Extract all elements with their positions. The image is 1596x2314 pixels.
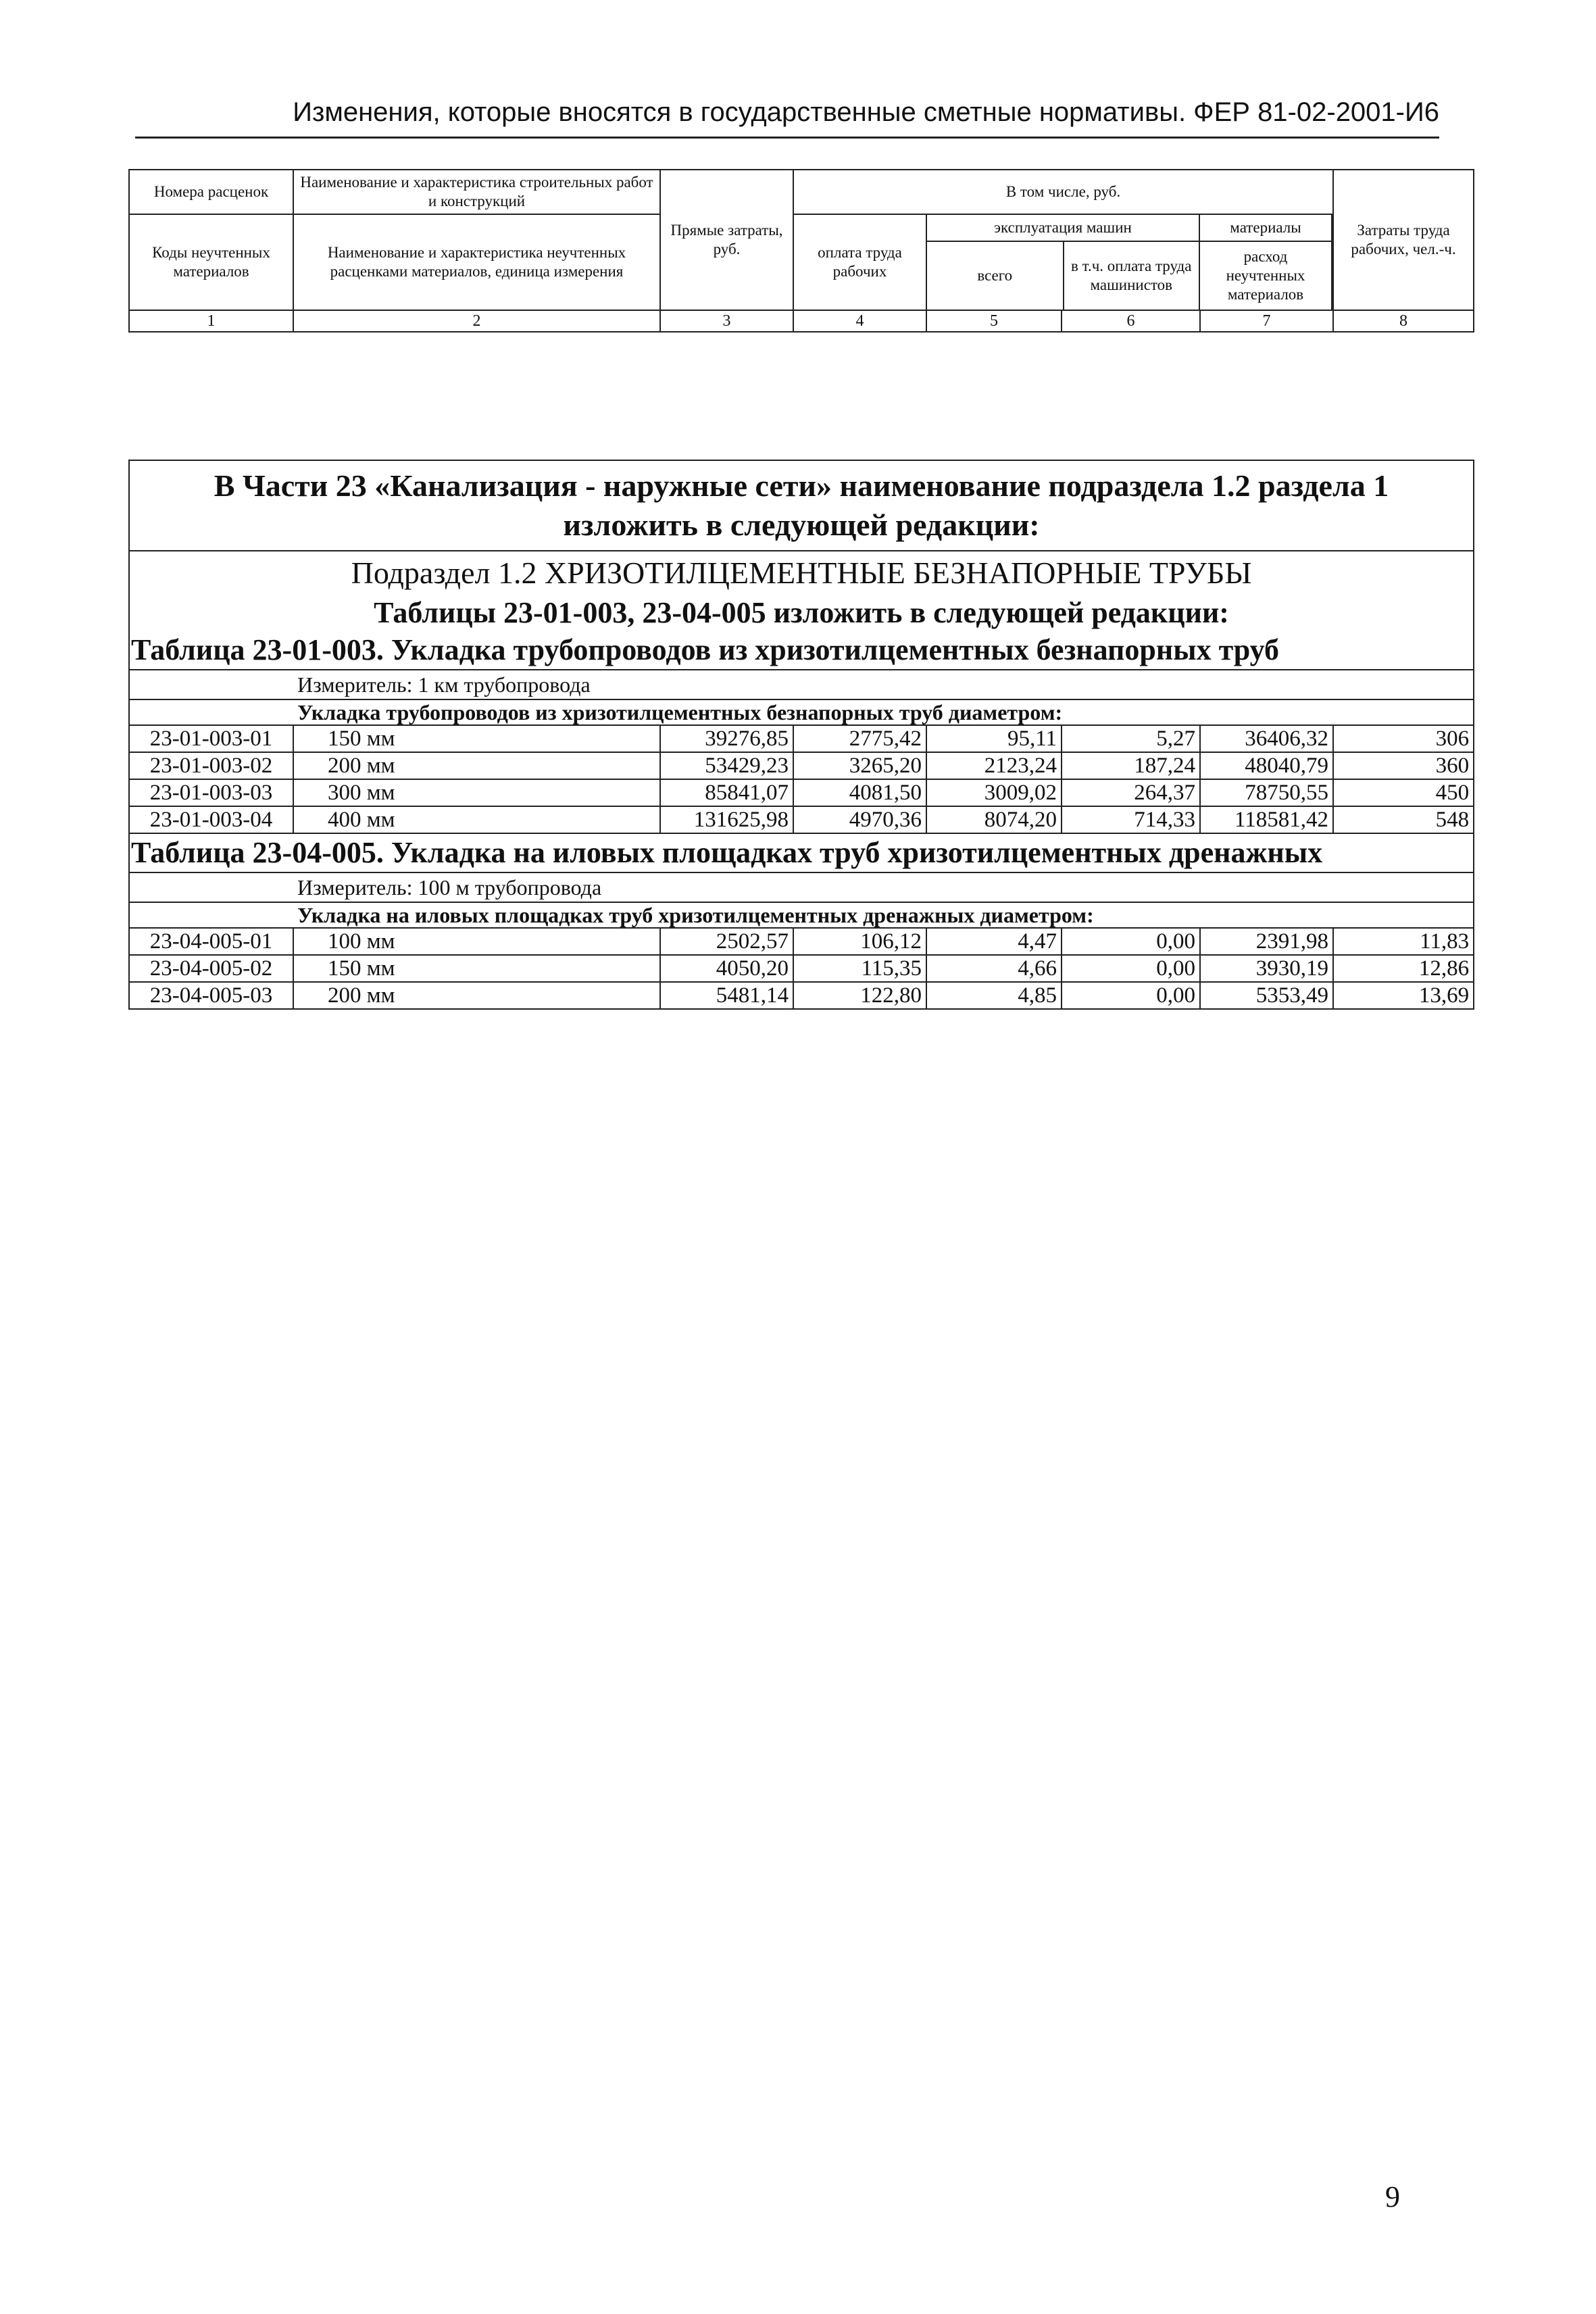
table-23-04-005: [129, 833, 1474, 1009]
labor-costs: 360: [1333, 752, 1474, 779]
direct-costs: 2502,57: [660, 928, 793, 955]
labor-costs: 306: [1333, 725, 1474, 752]
machine-operation-group: [926, 214, 1200, 310]
direct-costs: 4050,20: [660, 955, 793, 982]
rate-name: 200 мм: [293, 982, 660, 1009]
direct-costs-header: Прямые затраты, руб.: [660, 170, 793, 310]
labor-costs: 450: [1333, 779, 1474, 806]
blank-cell: [129, 872, 293, 902]
materials-cost: 48040,79: [1200, 752, 1333, 779]
materials-cost: 2391,98: [1200, 928, 1333, 955]
blank-cell: [129, 670, 293, 699]
column-number: 1: [129, 310, 293, 332]
labor-costs: 12,86: [1333, 955, 1474, 982]
subsection-title: Подраздел 1.2 ХРИЗОТИЛЦЕМЕНТНЫЕ БЕЗНАПОРНЫЕ ТРУБЫ: [129, 551, 1474, 595]
column-number: 8: [1333, 310, 1474, 332]
table-row: [129, 725, 1474, 752]
rate-name: 150 мм: [293, 725, 660, 752]
rates-table: [128, 460, 1474, 1010]
column-numbers-row: [129, 310, 1474, 332]
machines-total: 2123,24: [926, 752, 1062, 779]
column-number: 4: [793, 310, 926, 332]
materials-group: [1200, 214, 1333, 310]
table-title: Таблица 23-01-003. Укладка трубопроводов из хризотилцементных безнапорных труб: [129, 631, 1474, 670]
table-row: [129, 928, 1474, 955]
table-row: [129, 806, 1474, 833]
machines-total: 3009,02: [926, 779, 1062, 806]
total-header: всего: [927, 241, 1064, 310]
machine-operation-header: эксплуатация машин: [927, 215, 1199, 241]
page-number: 9: [1385, 2180, 1400, 2213]
direct-costs: 131625,98: [660, 806, 793, 833]
machines-total: 95,11: [926, 725, 1062, 752]
table-row: [129, 982, 1474, 1009]
material-name-header: Наименование и характеристика неучтенных расценками материалов, единица измерения: [293, 214, 660, 310]
operators-pay: 264,37: [1062, 779, 1200, 806]
labor-costs-header: Затраты труда рабочих, чел.-ч.: [1333, 170, 1474, 310]
rate-code: 23-01-003-04: [129, 806, 293, 833]
column-number: 5: [926, 310, 1062, 332]
labor-costs: 548: [1333, 806, 1474, 833]
materials-header: материалы: [1200, 215, 1332, 241]
group-heading: Укладка трубопроводов из хризотилцементных безнапорных труб диаметром:: [293, 699, 1474, 725]
rate-name: 150 мм: [293, 955, 660, 982]
column-header-table: [128, 169, 1474, 333]
materials-cost: 5353,49: [1200, 982, 1333, 1009]
column-number: 6: [1062, 310, 1200, 332]
labor-costs: 11,83: [1333, 928, 1474, 955]
table-row: [129, 779, 1474, 806]
column-number: 3: [660, 310, 793, 332]
column-number: 2: [293, 310, 660, 332]
workers-pay: 4970,36: [793, 806, 926, 833]
operators-pay-header: в т.ч. оплата труда машинистов: [1064, 241, 1200, 310]
column-number: 7: [1200, 310, 1333, 332]
materials-cost: 78750,55: [1200, 779, 1333, 806]
workers-pay: 122,80: [793, 982, 926, 1009]
change-notice: В Части 23 «Канализация - наружные сети» наименование подраздела 1.2 раздела 1 изложить в следующей редакции:: [129, 460, 1474, 551]
materials-cost: 3930,19: [1200, 955, 1333, 982]
rate-code: 23-04-005-03: [129, 982, 293, 1009]
operators-pay: 0,00: [1062, 955, 1200, 982]
table-meter: Измеритель: 1 км трубопровода: [293, 670, 1474, 699]
group-heading: Укладка на иловых площадках труб хризотилцементных дренажных диаметром:: [293, 902, 1474, 928]
workers-pay: 4081,50: [793, 779, 926, 806]
table-row: [129, 752, 1474, 779]
machines-total: 4,47: [926, 928, 1062, 955]
running-header: Изменения, которые вносятся в государственные сметные нормативы. ФЕР 81-02-2001-И6: [135, 88, 1439, 139]
tables-note: Таблицы 23-01-003, 23-04-005 изложить в следующей редакции:: [129, 595, 1474, 631]
direct-costs: 39276,85: [660, 725, 793, 752]
rate-code: 23-01-003-02: [129, 752, 293, 779]
material-codes-header: Коды неучтенных материалов: [129, 214, 293, 310]
work-name-header: Наименование и характеристика строительных работ и конструкций: [293, 170, 660, 214]
rate-code: 23-01-003-01: [129, 725, 293, 752]
blank-cell: [129, 699, 293, 725]
operators-pay: 714,33: [1062, 806, 1200, 833]
rate-code: 23-01-003-03: [129, 779, 293, 806]
table-23-01-003: [129, 631, 1474, 833]
blank-cell: [129, 902, 293, 928]
workers-pay: 3265,20: [793, 752, 926, 779]
operators-pay: 0,00: [1062, 928, 1200, 955]
rate-numbers-header: Номера расценок: [129, 170, 293, 214]
direct-costs: 85841,07: [660, 779, 793, 806]
workers-pay: 115,35: [793, 955, 926, 982]
machines-total: 4,85: [926, 982, 1062, 1009]
workers-pay-header: оплата труда рабочих: [793, 214, 926, 310]
direct-costs: 5481,14: [660, 982, 793, 1009]
rate-name: 400 мм: [293, 806, 660, 833]
table-row: [129, 955, 1474, 982]
rate-code: 23-04-005-02: [129, 955, 293, 982]
rate-name: 200 мм: [293, 752, 660, 779]
table-title: Таблица 23-04-005. Укладка на иловых площадках труб хризотилцементных дренажных: [129, 833, 1474, 872]
operators-pay: 0,00: [1062, 982, 1200, 1009]
materials-consumption-header: расход неучтенных материалов: [1200, 241, 1332, 310]
labor-costs: 13,69: [1333, 982, 1474, 1009]
machines-total: 4,66: [926, 955, 1062, 982]
workers-pay: 2775,42: [793, 725, 926, 752]
rate-name: 300 мм: [293, 779, 660, 806]
machines-total: 8074,20: [926, 806, 1062, 833]
direct-costs: 53429,23: [660, 752, 793, 779]
operators-pay: 187,24: [1062, 752, 1200, 779]
materials-cost: 36406,32: [1200, 725, 1333, 752]
materials-cost: 118581,42: [1200, 806, 1333, 833]
rate-name: 100 мм: [293, 928, 660, 955]
including-header: В том числе, руб.: [793, 170, 1333, 214]
workers-pay: 106,12: [793, 928, 926, 955]
table-meter: Измеритель: 100 м трубопровода: [293, 872, 1474, 902]
operators-pay: 5,27: [1062, 725, 1200, 752]
rate-code: 23-04-005-01: [129, 928, 293, 955]
